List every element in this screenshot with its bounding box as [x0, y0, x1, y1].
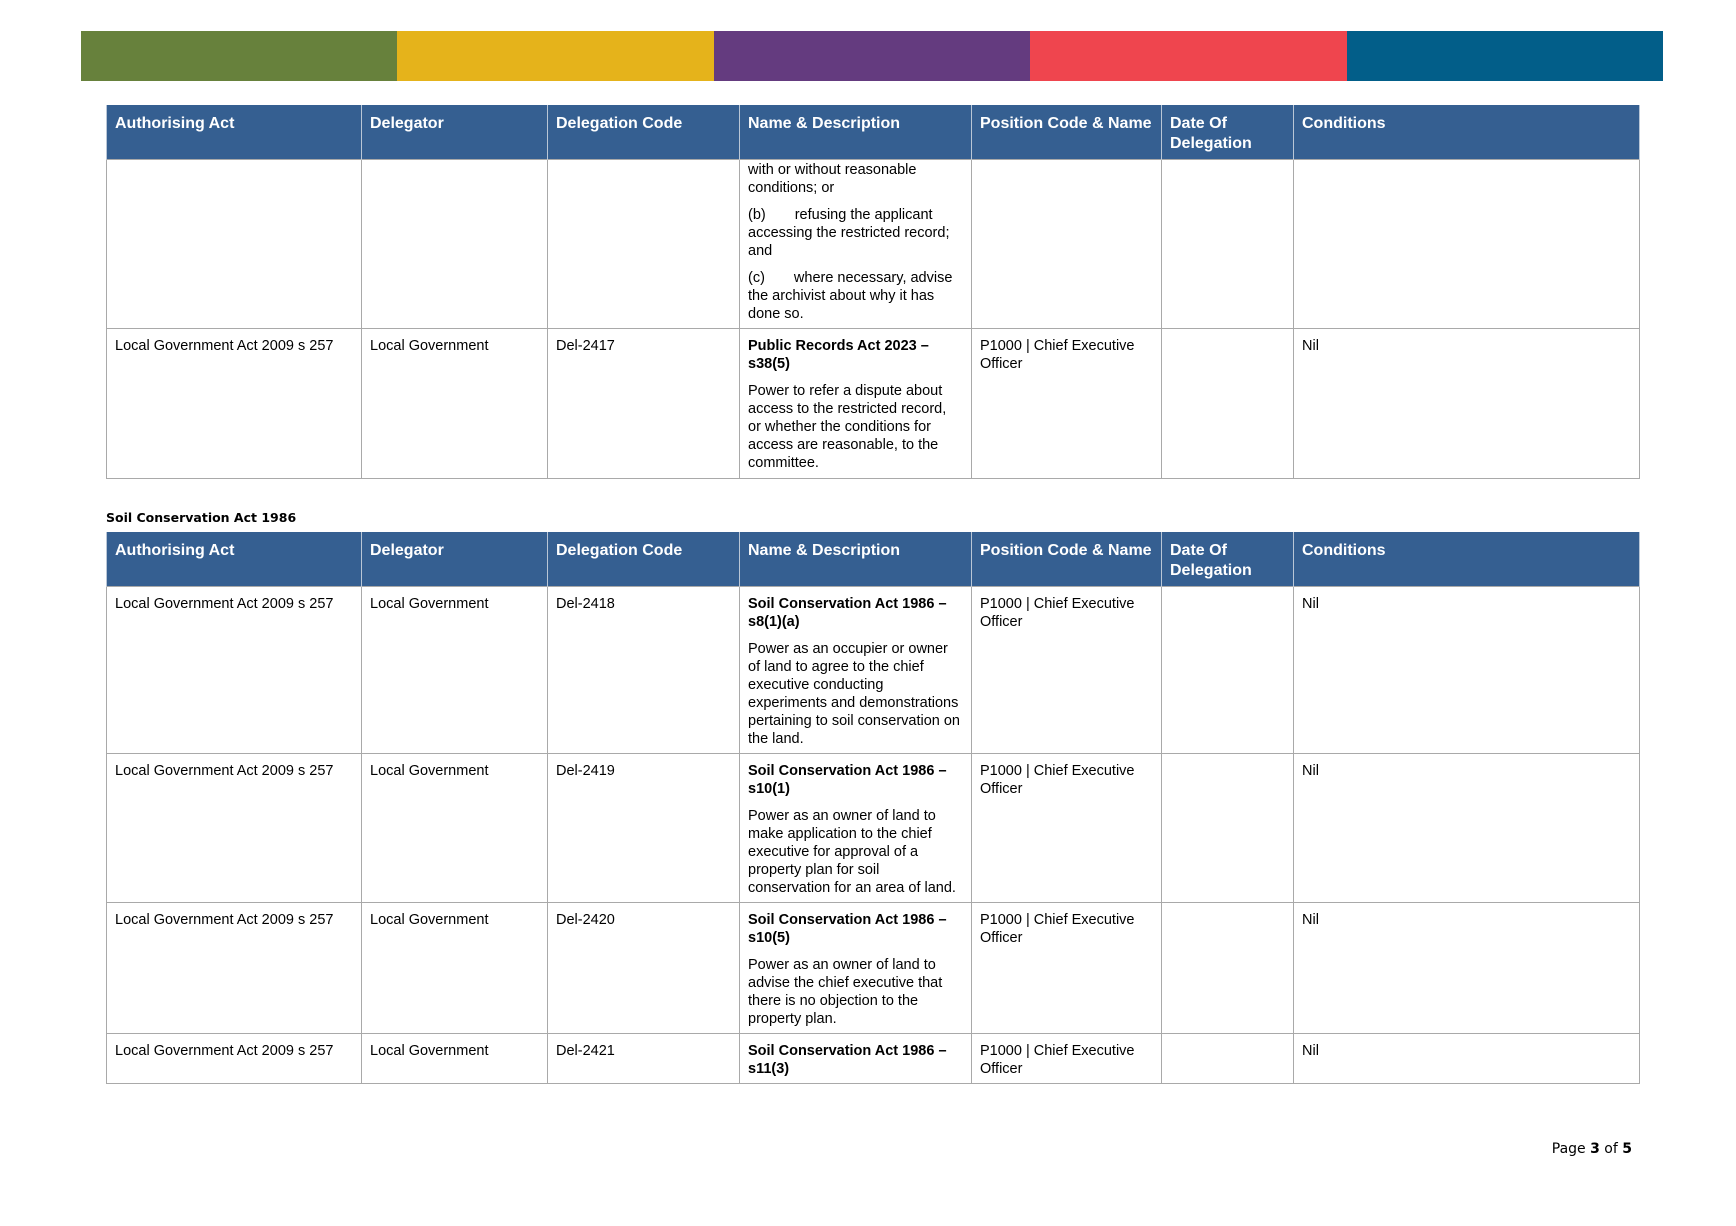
column-header-position: Position Code & Name	[972, 105, 1162, 160]
delegation-description: Power as an occupier or owner of land to agree to the chief executive conducting experiments and demonstrations pertaining to soil conservation on the land.	[748, 641, 960, 747]
column-header-delegator: Delegator	[362, 532, 548, 587]
cell-position: P1000 | Chief Executive Officer	[972, 329, 1162, 479]
page-prefix: Page	[1551, 1141, 1591, 1157]
delegations-table-public-records	[106, 105, 1640, 479]
cell-act: Local Government Act 2009 s 257	[107, 1034, 362, 1084]
color-band-segment-yellow	[397, 31, 713, 81]
cell-name-description	[740, 754, 972, 903]
delegation-title: Soil Conservation Act 1986 – s11(3)	[748, 1043, 947, 1077]
cell-date	[1162, 587, 1294, 754]
delegations-table-soil-conservation	[106, 532, 1640, 1084]
delegation-title: Public Records Act 2023 – s38(5)	[748, 338, 929, 372]
cell-delegator: Local Government	[362, 903, 548, 1034]
cell-delegator: Local Government	[362, 587, 548, 754]
section-heading: Soil Conservation Act 1986	[106, 510, 297, 525]
description-paragraph: (c) where necessary, advise the archivist about why it has done so.	[748, 270, 953, 322]
column-header-delegation-code: Delegation Code	[548, 532, 740, 587]
table-header-row	[107, 532, 1640, 587]
column-header-authorising-act: Authorising Act	[107, 105, 362, 160]
cell-name-description	[740, 587, 972, 754]
table-row	[107, 587, 1640, 754]
description-paragraph: with or without reasonable conditions; or	[748, 162, 917, 196]
table-row	[107, 329, 1640, 479]
cell-description-continued	[740, 160, 972, 329]
cell-position	[972, 160, 1162, 329]
delegation-title: Soil Conservation Act 1986 – s10(5)	[748, 912, 947, 946]
column-header-name-description: Name & Description	[740, 532, 972, 587]
page-number	[1552, 1141, 1632, 1157]
table-row	[107, 754, 1640, 903]
table-row	[107, 903, 1640, 1034]
cell-conditions: Nil	[1294, 1034, 1640, 1084]
cell-code: Del-2417	[548, 329, 740, 479]
cell-date	[1162, 754, 1294, 903]
column-header-delegator: Delegator	[362, 105, 548, 160]
color-band-segment-purple	[714, 31, 1030, 81]
cell-code: Del-2421	[548, 1034, 740, 1084]
color-band-segment-green	[81, 31, 397, 81]
cell-delegator: Local Government	[362, 329, 548, 479]
cell-code: Del-2419	[548, 754, 740, 903]
cell-date	[1162, 329, 1294, 479]
current-page: 3	[1590, 1141, 1600, 1157]
header-color-band	[81, 31, 1663, 81]
cell-act	[107, 160, 362, 329]
delegation-title: Soil Conservation Act 1986 – s8(1)(a)	[748, 596, 947, 630]
description-paragraph: (b) refusing the applicant accessing the restricted record; and	[748, 207, 950, 259]
cell-code	[548, 160, 740, 329]
cell-conditions: Nil	[1294, 329, 1640, 479]
cell-date	[1162, 903, 1294, 1034]
cell-date	[1162, 1034, 1294, 1084]
cell-code: Del-2420	[548, 903, 740, 1034]
column-header-name-description: Name & Description	[740, 105, 972, 160]
cell-name-description	[740, 903, 972, 1034]
table-row-continuation	[107, 160, 1640, 329]
cell-conditions	[1294, 160, 1640, 329]
delegation-description: Power to refer a dispute about access to the restricted record, or whether the conditions for access are reasonable, to the committee.	[748, 383, 947, 471]
cell-position: P1000 | Chief Executive Officer	[972, 1034, 1162, 1084]
cell-act: Local Government Act 2009 s 257	[107, 329, 362, 479]
cell-position: P1000 | Chief Executive Officer	[972, 587, 1162, 754]
column-header-date-of-delegation: Date Of Delegation	[1162, 105, 1294, 160]
cell-delegator	[362, 160, 548, 329]
cell-conditions: Nil	[1294, 587, 1640, 754]
column-header-conditions: Conditions	[1294, 532, 1640, 587]
table-row	[107, 1034, 1640, 1084]
delegation-description: Power as an owner of land to make application to the chief executive for approval of a property plan for soil conservation for an area of land.	[748, 808, 956, 896]
column-header-date-of-delegation: Date Of Delegation	[1162, 532, 1294, 587]
cell-act: Local Government Act 2009 s 257	[107, 587, 362, 754]
cell-delegator: Local Government	[362, 1034, 548, 1084]
cell-act: Local Government Act 2009 s 257	[107, 903, 362, 1034]
cell-conditions: Nil	[1294, 903, 1640, 1034]
cell-position: P1000 | Chief Executive Officer	[972, 754, 1162, 903]
cell-date	[1162, 160, 1294, 329]
total-pages: 5	[1622, 1141, 1632, 1157]
color-band-segment-blue	[1347, 31, 1663, 81]
page-separator: of	[1599, 1141, 1623, 1157]
cell-act: Local Government Act 2009 s 257	[107, 754, 362, 903]
cell-code: Del-2418	[548, 587, 740, 754]
column-header-authorising-act: Authorising Act	[107, 532, 362, 587]
color-band-segment-red	[1030, 31, 1346, 81]
delegation-title: Soil Conservation Act 1986 – s10(1)	[748, 763, 947, 797]
column-header-conditions: Conditions	[1294, 105, 1640, 160]
table-header-row	[107, 105, 1640, 160]
delegation-description: Power as an owner of land to advise the chief executive that there is no objection to the property plan.	[748, 957, 943, 1027]
cell-name-description	[740, 329, 972, 479]
column-header-delegation-code: Delegation Code	[548, 105, 740, 160]
cell-delegator: Local Government	[362, 754, 548, 903]
cell-conditions: Nil	[1294, 754, 1640, 903]
column-header-position: Position Code & Name	[972, 532, 1162, 587]
cell-name-description	[740, 1034, 972, 1084]
cell-position: P1000 | Chief Executive Officer	[972, 903, 1162, 1034]
